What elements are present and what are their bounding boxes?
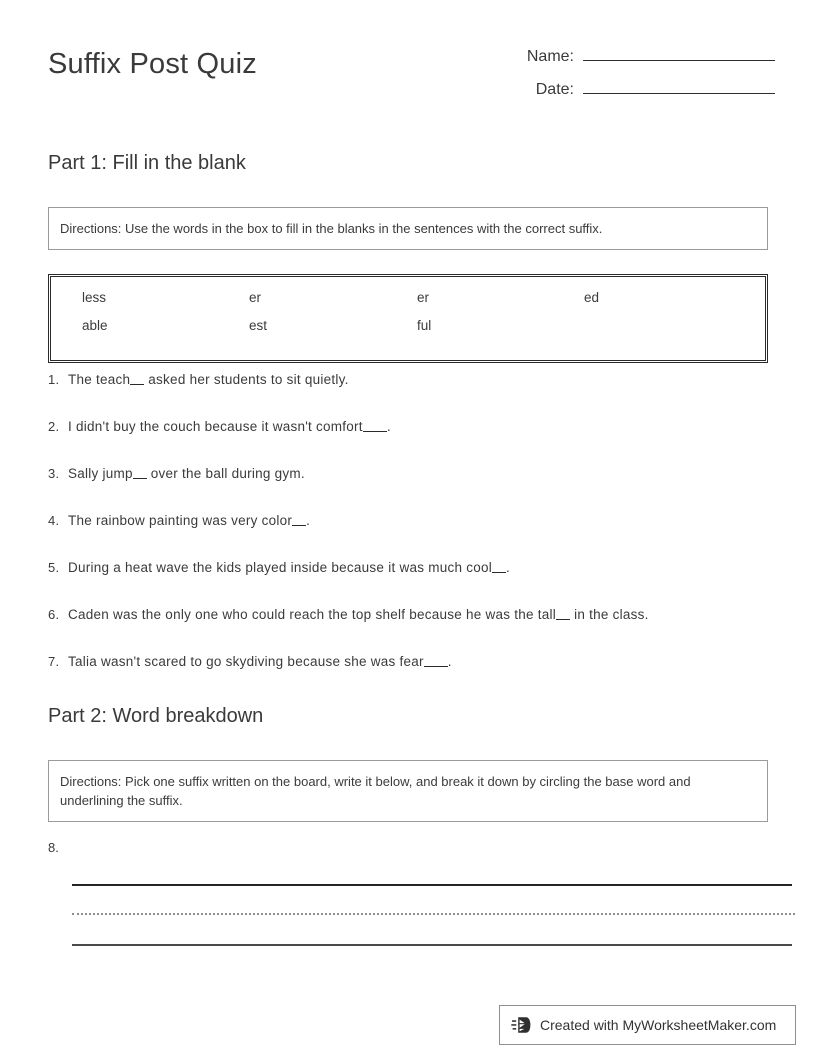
name-input-line[interactable]	[583, 43, 775, 61]
question-text-before-blank: The teach	[68, 372, 131, 387]
answer-blank[interactable]	[363, 420, 387, 432]
date-label: Date:	[535, 81, 574, 98]
name-row	[505, 43, 775, 76]
answer-blank[interactable]	[492, 561, 506, 573]
date-row	[505, 76, 775, 109]
word-bank-item: ed	[584, 290, 600, 305]
question-text-after-blank: .	[505, 560, 510, 575]
question-number: 4.	[48, 513, 60, 528]
answer-blank[interactable]	[292, 514, 306, 526]
date-input-line[interactable]	[583, 76, 775, 94]
question-text-after-blank: .	[386, 419, 391, 434]
part-1-directions: Directions: Use the words in the box to fill in the blanks in the sentences with the correct suffix.	[48, 207, 768, 250]
part-1-heading: Part 1: Fill in the blank	[48, 152, 246, 174]
question-item	[48, 654, 778, 701]
question-number: 3.	[48, 466, 60, 481]
question-number: 2.	[48, 419, 60, 434]
question-number: 5.	[48, 560, 60, 575]
question-text-before-blank: Sally jump	[68, 466, 133, 481]
question-text-before-blank: Caden was the only one who could reach the top shelf because he was the tall	[68, 607, 557, 622]
name-label: Name:	[526, 48, 574, 65]
word-bank-item: er	[249, 290, 262, 305]
question-text-after-blank: .	[306, 513, 311, 528]
question-number: 1.	[48, 372, 60, 387]
question-number: 7.	[48, 654, 60, 669]
word-bank-item: er	[417, 290, 430, 305]
part-2-directions: Directions: Pick one suffix written on the board, write it below, and break it down by circling the base word and underlining the suffix.	[48, 760, 768, 822]
myworksheetmaker-logo-icon	[511, 1014, 533, 1036]
answer-blank[interactable]	[424, 655, 448, 667]
answer-blank[interactable]	[133, 467, 147, 479]
question-number-8: 8.	[48, 840, 59, 855]
question-item	[48, 607, 778, 654]
question-item	[48, 419, 778, 466]
word-bank-item: less	[82, 290, 107, 305]
question-text-after-blank: in the class.	[570, 607, 649, 622]
question-item	[48, 513, 778, 560]
page-title: Suffix Post Quiz	[48, 48, 257, 80]
word-bank-row	[51, 318, 765, 346]
question-text-before-blank: The rainbow painting was very color	[68, 513, 293, 528]
word-bank-item: able	[82, 318, 108, 333]
handwriting-line-bottom[interactable]	[72, 944, 792, 946]
handwriting-line-top[interactable]	[72, 884, 792, 886]
question-text-before-blank: I didn't buy the couch because it wasn't comfort	[68, 419, 363, 434]
question-text-after-blank: .	[447, 654, 452, 669]
word-bank-item: est	[249, 318, 268, 333]
answer-blank[interactable]	[130, 373, 144, 385]
handwriting-line-middle-dotted[interactable]	[72, 913, 795, 915]
part-2-heading: Part 2: Word breakdown	[48, 705, 264, 727]
question-item	[48, 466, 778, 513]
question-text-before-blank: Talia wasn't scared to go skydiving because she was fear	[68, 654, 424, 669]
question-text-after-blank: over the ball during gym.	[146, 466, 305, 481]
name-date-block	[505, 43, 775, 109]
word-bank-row	[51, 290, 765, 318]
question-item	[48, 560, 778, 607]
footer-attribution-badge[interactable]	[499, 1005, 796, 1045]
word-bank-item: ful	[417, 318, 432, 333]
question-text-after-blank: asked her students to sit quietly.	[144, 372, 349, 387]
question-list	[48, 372, 778, 701]
question-text-before-blank: During a heat wave the kids played inside because it was much cool	[68, 560, 492, 575]
footer-attribution-text: Created with MyWorksheetMaker.com	[540, 1017, 777, 1033]
question-number: 6.	[48, 607, 60, 622]
answer-blank[interactable]	[556, 608, 570, 620]
word-bank	[48, 274, 768, 363]
question-item	[48, 372, 778, 419]
